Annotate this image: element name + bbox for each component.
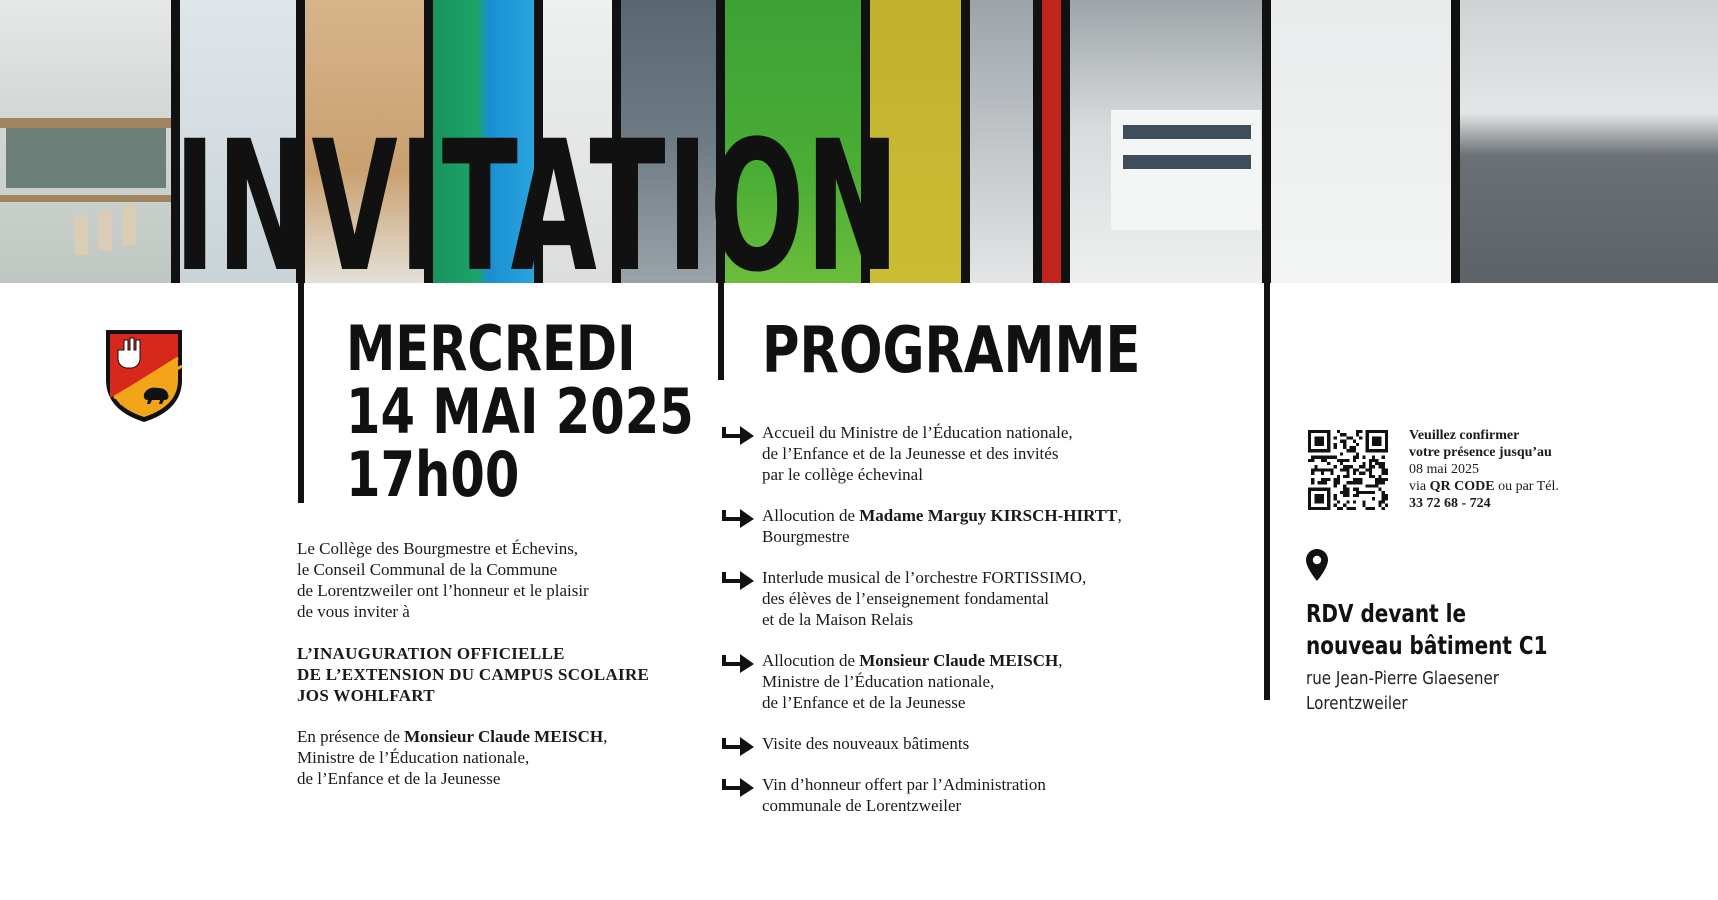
address [1306,666,1499,716]
occasion-line: DE L’EXTENSION DU CAMPUS SCOLAIRE [297,665,650,684]
arrow-right-icon [718,568,754,590]
via-prefix: via [1409,479,1430,494]
intro-line: de vous inviter à [297,602,410,621]
photo-strip-roof [965,0,1037,283]
presence-suffix: , [603,727,608,746]
programme-item-prefix: Allocution de [762,651,860,670]
rsvp-separator [1264,283,1270,700]
presence-line: Ministre de l’Éducation nationale, [297,748,530,767]
occasion-line: JOS WOHLFART [297,686,435,705]
intro-line: le Conseil Communal de la Commune [297,560,558,579]
rsvp-deadline: 08 mai 2025 [1409,462,1479,477]
via-suffix: ou par Tél. [1494,479,1559,494]
rdv-line2: nouveau bâtiment C1 [1306,631,1548,660]
address-town: Lorentzweiler [1306,693,1408,714]
programme-item-prefix: Accueil du Ministre de l’Éducation nationale, [762,423,1073,442]
photo-strip-building [1063,0,1265,283]
qr-code-icon[interactable] [1308,430,1388,510]
photo-strip-cloakroom [0,0,180,283]
programme-item-text [762,422,1073,485]
programme-item-line: de l’Enfance et de la Jeunesse [762,693,966,712]
programme-item-prefix: Visite des nouveaux bâtiments [762,734,970,753]
programme-item-line: Ministre de l’Éducation nationale, [762,672,995,691]
programme-item-line: Bourgmestre [762,527,850,546]
programme-item-line [762,733,969,754]
programme-item-text [762,733,969,754]
programme-item-line [762,567,1086,588]
via-qr-code: QR CODE [1429,479,1495,494]
programme-title: PROGRAMME [762,314,1141,388]
arrow-right-icon [718,506,754,528]
presence-name: Monsieur Claude MEISCH [404,727,604,746]
photo-strip-aerial [1455,0,1718,283]
programme-item-line [762,422,1073,443]
programme-item-line: des élèves de l’enseignement fondamental [762,589,1049,608]
presence-text [297,726,607,789]
date-separator [298,283,304,503]
programme-item-text [762,505,1122,547]
arrow-right-icon [718,651,754,673]
programme-item-line [762,774,1046,795]
intro-line: Le Collège des Bourgmestre et Échevins, [297,539,579,558]
programme-item-text [762,567,1086,630]
rsvp-via [1409,478,1559,495]
divider-bar [1033,0,1042,283]
map-pin-icon [1306,549,1328,581]
programme-item-line: par le collège échevinal [762,465,923,484]
programme-item-line: communale de Lorentzweiler [762,796,962,815]
arrow-right-icon [718,775,754,797]
intro-line: de Lorentzweiler ont l’honneur et le plaisir [297,581,589,600]
rsvp-text [1409,427,1559,512]
event-datetime [346,312,694,511]
rsvp-line1: Veuillez confirmer [1409,428,1520,443]
programme-item-text [762,774,1046,816]
header-banner [0,0,1718,283]
coat-of-arms-icon [104,328,184,424]
rsvp-line2: votre présence jusqu’au [1409,445,1552,460]
programme-item-prefix: Allocution de [762,506,860,525]
invitation-title: INVITATION [174,103,901,283]
programme-item-prefix: Vin d’honneur offert par l’Administration [762,775,1046,794]
address-street: rue Jean-Pierre Glaesener [1306,668,1499,689]
event-day: MERCREDI [346,312,636,385]
presence-line: de l’Enfance et de la Jeunesse [297,769,501,788]
programme-item-prefix: Interlude musical de l’orchestre FORTISSIMO, [762,568,1087,587]
rdv-line1: RDV devant le [1306,599,1467,628]
programme-item-suffix: , [1117,506,1122,525]
programme-item-suffix: , [1058,651,1063,670]
programme-item-line [762,650,1063,671]
photo-strip-courtyard [1265,0,1455,283]
divider-bar [961,0,970,283]
arrow-right-icon [718,423,754,445]
rsvp-phone[interactable]: 33 72 68 - 724 [1409,496,1491,511]
programme-item-line: et de la Maison Relais [762,610,914,629]
event-time: 17h00 [346,438,520,511]
inauguration-heading [297,643,649,706]
programme-separator [718,283,724,380]
programme-item-text [762,650,1063,713]
arrow-right-icon [718,734,754,756]
programme-item-line: de l’Enfance et de la Jeunesse et des invités [762,444,1059,463]
rdv-heading [1306,598,1548,662]
divider-bar [1061,0,1070,283]
programme-item-speaker: Monsieur Claude MEISCH [859,651,1059,670]
occasion-line: L’INAUGURATION OFFICIELLE [297,644,565,663]
programme-item-line [762,505,1122,526]
invitation-intro [297,538,589,622]
divider-bar [1262,0,1271,283]
event-date: 14 MAI 2025 [346,375,694,448]
presence-line [297,726,607,747]
presence-prefix: En présence de [297,727,405,746]
divider-bar [1451,0,1460,283]
programme-item-speaker: Madame Marguy KIRSCH-HIRTT [859,506,1118,525]
